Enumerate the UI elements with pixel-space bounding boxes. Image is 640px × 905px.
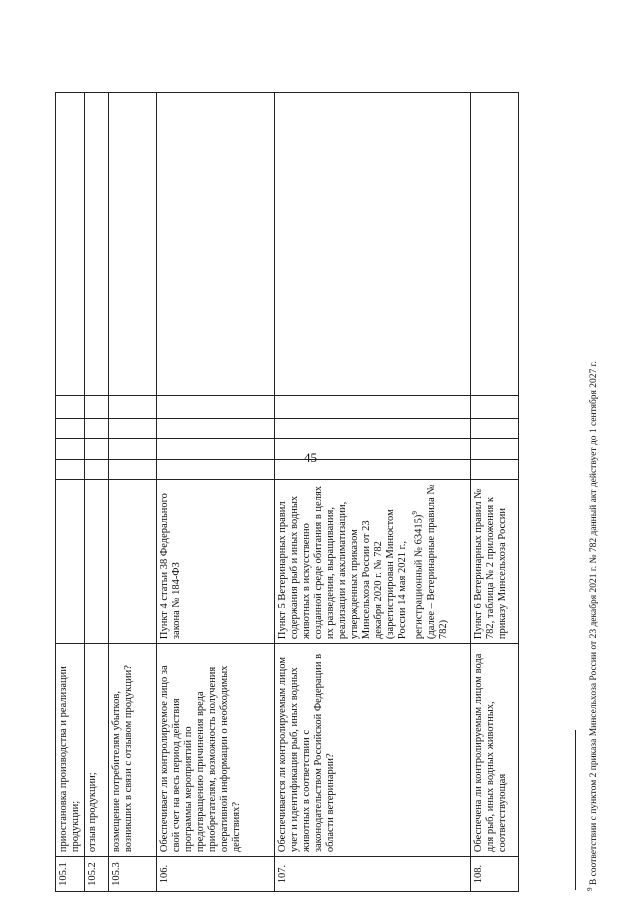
row-number: 105.3 [109, 857, 157, 892]
answer-cell [85, 459, 109, 479]
reference-tail: (далее – Ветеринарные правила № 782) [425, 484, 449, 640]
reference-cell [109, 480, 157, 644]
notes-cell [56, 93, 85, 396]
reference-cell: Пункт 6 Ветеринарных правил № 782, таблица № 2 приложения к приказу Минсельхоза России [471, 480, 519, 644]
answer-cell [109, 418, 157, 438]
reference-cell [56, 480, 85, 644]
answer-cell [471, 396, 519, 419]
answer-cell [471, 418, 519, 438]
reference-text: Пункт 5 Ветеринарных правил содержания рыб и иных водных животных в искусственно созданной среде обитания в целях их разведения, выращивания, реализации и акклиматизации, утвержденных приказом Минсельхоза России от 23 декабря 2020 г. № 782 (зарегистрирован Минюстом России 14 мая 2021 г., регистрационный № 63415) [277, 485, 425, 640]
answer-cell [471, 439, 519, 459]
rotated-table-wrapper [55, 92, 555, 892]
row-number: 105.2 [85, 857, 109, 892]
reference-cell: Пункт 4 статьи 38 Федерального закона № 184-ФЗ [157, 480, 275, 644]
table-row [109, 93, 157, 892]
row-number: 105.1 [56, 857, 85, 892]
answer-cell [275, 396, 471, 419]
row-number: 107. [275, 857, 471, 892]
notes-cell [85, 93, 109, 396]
footnote [586, 91, 599, 891]
answer-cell [56, 439, 85, 459]
question-cell: Обеспечивает ли контролируемое лицо за свой счет на весь период действия программы мероприятий по предотвращению причинения вреда приобретателям, возможность получения оперативной информации о необходимых действиях? [157, 644, 275, 857]
answer-cell [157, 418, 275, 438]
answer-cell [85, 439, 109, 459]
reference-cell [85, 480, 109, 644]
answer-cell [85, 396, 109, 419]
answer-cell [109, 439, 157, 459]
answer-cell [471, 459, 519, 479]
table-row [275, 93, 471, 892]
table-row [157, 93, 275, 892]
table-row [56, 93, 85, 892]
checklist-table [55, 92, 519, 892]
footnote-mark: 9 [586, 887, 594, 891]
answer-cell [109, 396, 157, 419]
answer-cell [56, 459, 85, 479]
page-number: 45 [304, 450, 317, 465]
footnote-text: В соответствии с пунктом 2 приказа Минсельхоза России от 23 декабря 2021 г. № 782 данный акт действует до 1 сентября 2027 г. [589, 361, 600, 888]
row-number: 108. [471, 857, 519, 892]
question-cell: Обеспечена ли контролируемым лицом вода для рыб, иных водных животных, соответствующая [471, 644, 519, 857]
answer-cell [275, 439, 471, 459]
notes-cell [157, 93, 275, 396]
table-row [471, 93, 519, 892]
table-row [85, 93, 109, 892]
notes-cell [275, 93, 471, 396]
question-cell: приостановка производства и реализации продукции; [56, 644, 85, 857]
question-cell: возмещение потребителям убытков, возникших в связи с отзывом продукции? [109, 644, 157, 857]
answer-cell [157, 439, 275, 459]
footnote-mark: 9 [411, 511, 419, 515]
row-number: 106. [157, 857, 275, 892]
notes-cell [471, 93, 519, 396]
answer-cell [85, 418, 109, 438]
answer-cell [275, 418, 471, 438]
reference-cell [275, 480, 471, 644]
answer-cell [56, 418, 85, 438]
answer-cell [275, 459, 471, 479]
notes-cell [109, 93, 157, 396]
answer-cell [56, 396, 85, 419]
answer-cell [157, 396, 275, 419]
footnote-divider [575, 730, 576, 890]
answer-cell [109, 459, 157, 479]
question-cell: отзыв продукции; [85, 644, 109, 857]
question-cell: Обеспечивается ли контролируемым лицом учет и идентификация рыб, иных водных животных в соответствии с законодательством Российской Федерации в области ветеринарии? [275, 644, 471, 857]
answer-cell [157, 459, 275, 479]
